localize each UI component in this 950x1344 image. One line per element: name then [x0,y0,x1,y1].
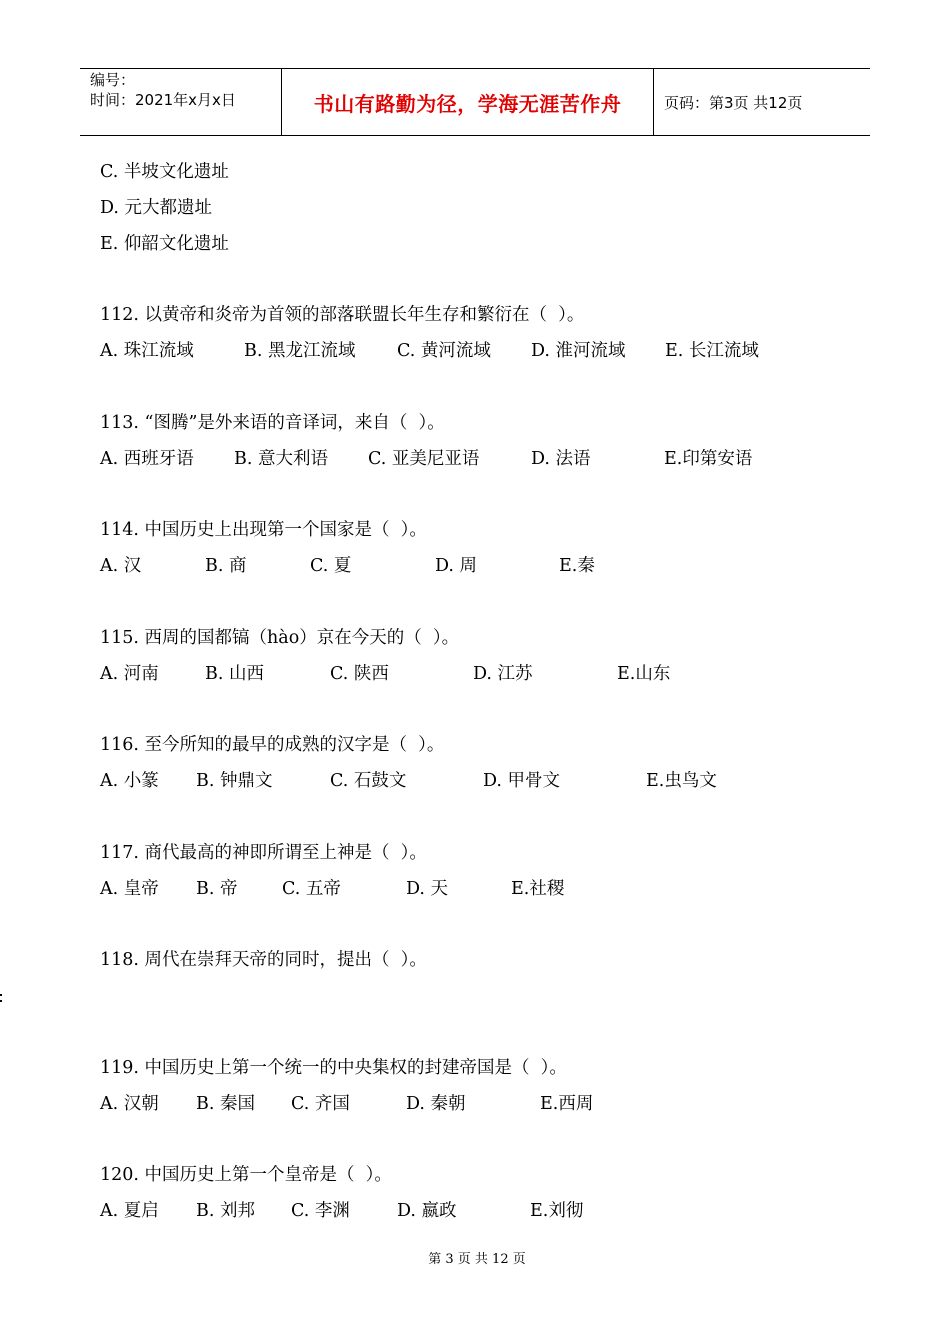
question-stem: 114. 中国历史上出现第一个国家是（ ）。 [100,520,427,540]
question-stem: 113. “图腾”是外来语的音译词，来自（ ）。 [100,413,445,433]
answer-option: D. 周 [435,556,478,576]
answer-option: C. 李渊 [291,1201,350,1221]
page-footer: 第 3 页 共 12 页 [428,1252,526,1267]
question-stem: 120. 中国历史上第一个皇帝是（ ）。 [100,1165,392,1185]
answer-option: C. 石鼓文 [330,771,407,791]
answer-option: B. 帝 [196,879,238,899]
answer-option: E.山东 [617,664,671,684]
answer-option: B. 黑龙江流域 [244,341,356,361]
answer-option: D. 江苏 [473,664,533,684]
answer-option: C. 齐国 [291,1094,350,1114]
answer-option: E.虫鸟文 [646,771,717,791]
answer-option: B. 钟鼎文 [196,771,273,791]
carryover-option: E. 仰韶文化遗址 [100,234,229,254]
answer-option: E. 长江流域 [665,341,759,361]
motto: 书山有路勤为径，学海无涯苦作舟 [313,91,622,116]
carryover-option: D. 元大都遗址 [100,198,213,218]
answer-option: B. 刘邦 [196,1201,255,1221]
page-header [80,68,870,136]
answer-option: B. 山西 [205,664,264,684]
carryover-option: C. 半坡文化遗址 [100,162,229,182]
answer-option: B. 秦国 [196,1094,255,1114]
question-stem: 118. 周代在崇拜天帝的同时，提出（ ）。 [100,950,427,970]
answer-option: C. 五帝 [282,879,341,899]
answer-option: E.刘彻 [530,1201,584,1221]
answer-option: B. 意大利语 [234,449,328,469]
answer-option: A. 皇帝 [100,879,159,899]
question-stem: 117. 商代最高的神即所谓至上神是（ ）。 [100,843,427,863]
answer-option: D. 法语 [531,449,591,469]
answer-option: A. 西班牙语 [100,449,194,469]
answer-option: E.印第安语 [664,449,753,469]
answer-option: C. 陕西 [330,664,389,684]
answer-option: A. 汉朝 [100,1094,159,1114]
answer-option: C. 亚美尼亚语 [368,449,480,469]
page-info: 页码：第3页 共12页 [664,93,803,112]
question-stem: 115. 西周的国都镐（hào）京在今天的（ ）。 [100,628,460,648]
header-motto-cell [282,69,654,135]
answer-option: D. 秦朝 [406,1094,466,1114]
serial-label: 编号： [90,71,136,89]
answer-option: D. 甲骨文 [483,771,561,791]
answer-option: A. 小篆 [100,771,159,791]
answer-option: D. 嬴政 [397,1201,457,1221]
header-page-cell [654,69,870,135]
answer-option: E.秦 [559,556,595,576]
answer-option: D. 天 [406,879,449,899]
answer-option: B. 商 [205,556,247,576]
answer-option: A. 珠江流域 [100,341,194,361]
question-stem: 119. 中国历史上第一个统一的中央集权的封建帝国是（ ）。 [100,1058,567,1078]
answer-option: C. 夏 [310,556,352,576]
header-meta-cell [80,69,282,135]
answer-option: E.西周 [540,1094,594,1114]
question-stem: 116. 至今所知的最早的成熟的汉字是（ ）。 [100,735,445,755]
answer-option: E.社稷 [511,879,565,899]
answer-option: C. 黄河流域 [397,341,491,361]
answer-option: D. 淮河流域 [531,341,626,361]
answer-option: A. 汉 [100,556,142,576]
margin-mark [0,990,2,1004]
question-stem: 112. 以黄帝和炎帝为首领的部落联盟长年生存和繁衍在（ ）。 [100,305,585,325]
date-label: 时间：2021年x月x日 [90,91,236,109]
answer-option: A. 河南 [100,664,159,684]
answer-option: A. 夏启 [100,1201,159,1221]
